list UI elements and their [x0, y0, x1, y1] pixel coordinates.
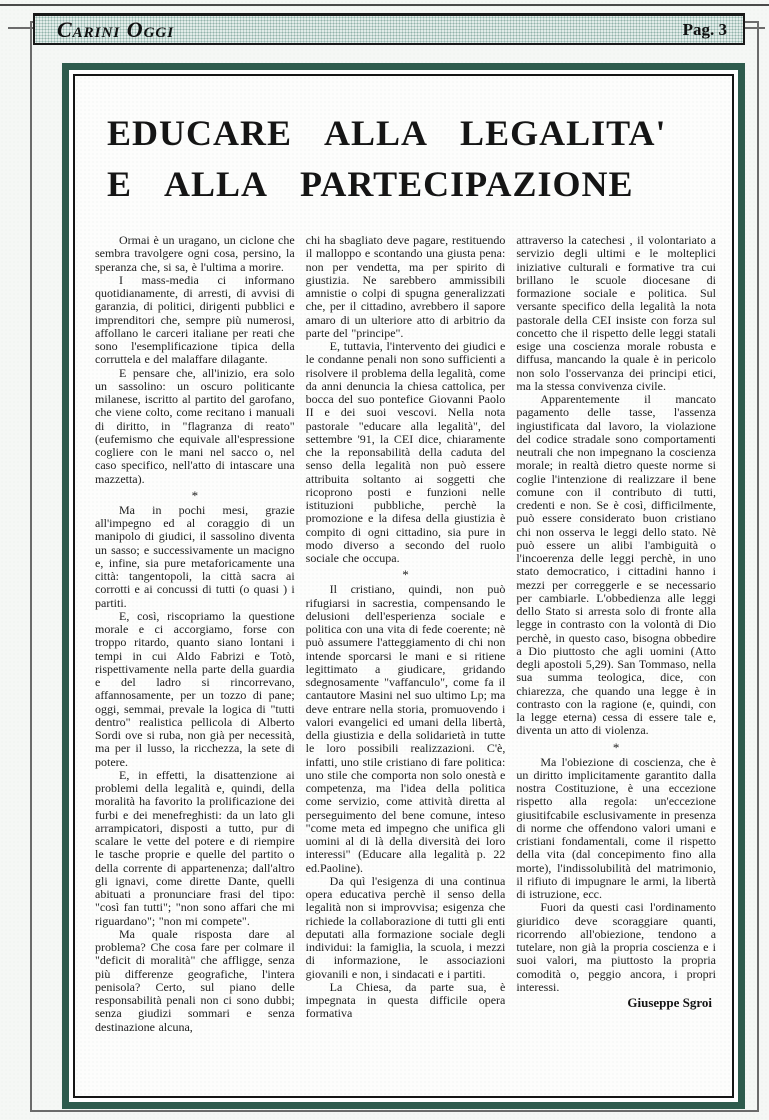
paragraph: La Chiesa, da parte sua, è impegnata in questa difficile opera formativa	[305, 979, 506, 1021]
article-title-line2: E ALLA PARTECIPAZIONE	[107, 164, 634, 204]
paragraph: E, in effetti, la disattenzione ai problemi della legalità e, quindi, della moralità ha favorito la prolificazione dei furbi e dei menefreghisti: da un lato gli arrampicatori, disposti a tutto, pur di scalare le vette del potere e di riempire le tasche proprie e quelle del partito o della corrente di appartenenza; dall'altro gli ignavi, come dirette Dante, quelli abituati a pronunciare frasi del tipo: "così fan tutti"; "non sono affari che mi riguardano"; "non mi compete".	[95, 767, 295, 928]
paragraph: E pensare che, all'inizio, era solo un sassolino: un oscuro politicante milanese, iscritto al partito del garofano, che viene colto, come recitano i manuali di diritto, in "flagranza di reato" (eufemismo che equivale all'espressione cogliere con le mani nel sacco o, nel caso specifico, nell'atto di intascare una mazzetta).	[95, 365, 295, 486]
section-separator: *	[191, 487, 199, 503]
paragraph: Da quì l'esigenza di una continua opera educativa perchè il senso della legalità non si improvvisa; esigenza che richiede la collaborazione di tutti gli enti deputati alla formazione sociale degli individui: la famiglia, la scuola, i mezzi di informazione, le associazioni giovanili e non, i sindacati e i partiti.	[305, 873, 506, 981]
page-top-rule	[0, 4, 769, 6]
article-column-1	[95, 234, 295, 1104]
paragraph: chi ha sbagliato deve pagare, restituendo il malloppo e scontando una giusta pena: non per vendetta, ma per spirito di giustizia. Ne sarebbero ammissibili amnistie o colpi di spugna generalizzati che, per il cittadino, avrebbero il sapore amaro di un ulteriore atto di arbitrio da parte del "principe".	[305, 234, 506, 340]
article-column-3	[516, 234, 716, 1104]
article-outer-frame	[62, 63, 745, 1109]
newspaper-header-bar	[33, 13, 745, 45]
paragraph: I mass-media ci informano quotidianamente, di arresti, di avvisi di garanzia, di politici, dirigenti pubblici e imprenditori che, sempre più numerosi, affollano le carceri italiane per reati che sono l'esemplificazione tipica della corruttela e del malaffare dilagante.	[95, 272, 295, 367]
article-inner-frame	[73, 74, 734, 1098]
paragraph: E, così, riscopriamo la questione morale e ci accorgiamo, forse con troppo ritardo, quanto siano lontani i tempi in cui Aldo Fabrizi e Totò, rispettivamente nella parte della guardia e del ladro si rincorrevano, affannosamente, per un tozzo di pane; oggi, semmai, prevale la logica di "tutti dentro" realistica pellicola di Alberto Sordi ove si ruba, non già per necessità, ma per il lusso, la ricchezza, la sete di potere.	[95, 608, 295, 769]
paragraph: Ma l'obiezione di coscienza, che è un diritto implicitamente garantito dalla nostra Costituzione, è una eccezione rispetto alla regola: un'eccezione giusitifcabile esclusivamente in presenza di norme che offendono valori umani e cristiani fondamentali, come il rispetto della vita (dal concepimento fino alla morte), l'indissolubilità del matrimonio, il rifiuto di impugnare le armi, la libertà di istruzione, ecc.	[516, 754, 716, 901]
paragraph: Apparentemente il mancato pagamento delle tasse, l'assenza ingiustificata dal lavoro, la violazione del codice stradale sono comportamenti neutrali che non impegnano la coscienza morale; in realtà dietro queste norme si coglie l'intenzione di realizzare il bene comune con il contributo di tutti, credenti e non. Se è così, difficilmente, può essere considerato buon cristiano chi non osserva le leggi dello stato. Nè può essere un alibi l'ambiguità o l'incoerenza delle leggi perchè, in uno stato democratico, i cittadini hanno i mezzi per correggerle e se necessario per cambiarle. L'obbedienza alle leggi dello Stato si arresta solo di fronte alla legge in contrasto con la volontà di Dio perchè, in questo caso, bisogna obbedire a Dio piuttosto che agli uomini (Atto degli apostoli 5,29). San Tommaso, nella sua summa teologica, dice, con chiarezza, che quando una legge è in contrasto con la ragione (e, quindi, con la legge eterna) cessa di essere tale e, diventa un atto di violenza.	[516, 392, 716, 738]
section-separator: *	[612, 739, 620, 755]
paragraph: Fuori da questi casi l'ordinamento giuridico deve scoraggiare quanti, ricorrendo all'obiezione, tendono a tutelare, non già la propria coscienza e i suoi valori, ma piuttosto la propria comodità o, peggio ancora, i propri interessi.	[516, 900, 716, 994]
paragraph: E, tuttavia, l'intervento dei giudici e le condanne penali non sono sufficienti a risolvere il problema della legalità, come da anni denuncia la chiesa cattolica, per bocca del suo pontefice Giovanni Paolo II e dei suoi vescovi. Nella nota pastorale "educare alla legalità", del settembre '91, la CEI dice, chiaramente che la reponsabilità della caduta del senso della legalità non può essere attribuita soltanto ai soggetti che ricoprono posti e funzioni nelle istituzioni pubbliche, perchè la promozione e la difesa della giustizia è compito di ogni cittadino, sia pure in modo diverso a secondo del ruolo sociale che occupa.	[305, 339, 506, 565]
article-columns	[95, 234, 716, 1104]
paragraph: Il cristiano, quindi, non può rifugiarsi in sacrestia, compensando le delusioni dell'esperienza sociale e politica con una vita di fede coerente; nè può assumere l'atteggiamento di chi non intende sporcarsi le mani e si ritiene legittimato a giudicare, gridando sdegnosamente "vaffanculo", come fa il cantautore Masini nel suo ultimo Lp; ma deve entrare nella storia, promuovendo i valori evangelici ed umani della libertà, della giustizia e della solidarietà in tutte le loro possibili realizzazioni. C'è, infatti, uno stile cristiano di fare politica: uno stile che comporta non solo onestà e competenza, ma l'idea della politica come servizio, come attività diretta al perseguimento del bene comune, inteso "come meta ed impegno che unifica gli uomini al di là della diversità dei loro interessi" (Educare alla legalità p. 22 ed.Paoline).	[305, 582, 506, 875]
article-column-2	[306, 234, 506, 1104]
article-title-line1: EDUCARE ALLA LEGALITA'	[107, 113, 667, 153]
author-signature: Giuseppe Sgroi	[627, 995, 713, 1010]
page-number-label: Pag. 3	[682, 19, 727, 39]
masthead-title: Carini Oggi	[57, 16, 175, 42]
article-title	[107, 108, 716, 210]
paragraph: attraverso la catechesi , il volontariato a servizio degli ultimi e le molteplici iniziative culturali e formative tra cui brillano le scuole diocesane di formazione sociale e politica. Sul versante specifico della legalità la nota pastorale della CEI insiste con forza sul concetto che il rispetto delle leggi statali esige una coscienza morale robusta e diffusa, mancando la quale è in pericolo non solo l'osservanza dei principi etici, ma la stessa convivenza civile.	[516, 234, 716, 393]
article	[75, 76, 732, 1096]
paragraph: Ormai è un uragano, un ciclone che sembra travolgere ogni cosa, persino, la speranza che, si sa, è l'ultima a morire.	[95, 234, 295, 274]
paragraph: Ma quale risposta dare al problema? Che cosa fare per colmare il "deficit di moralità" che affligge, senza più differenze geografiche, l'intera penisola? Certo, sul piano delle responsabilità penali non ci sono dubbi; senza giudizi sommari e senza destinazione alcuna,	[95, 926, 295, 1034]
paragraph: Ma in pochi mesi, grazie all'impegno ed al coraggio di un manipolo di giudici, il sassolino diventa un sasso; e successivamente un macigno e, infine, sia pure metaforicamente una città: tangentopoli, la città sacra ai corrotti e ai concussi di tutti (o quasi ) i partiti.	[95, 502, 295, 610]
section-separator: *	[402, 567, 409, 583]
